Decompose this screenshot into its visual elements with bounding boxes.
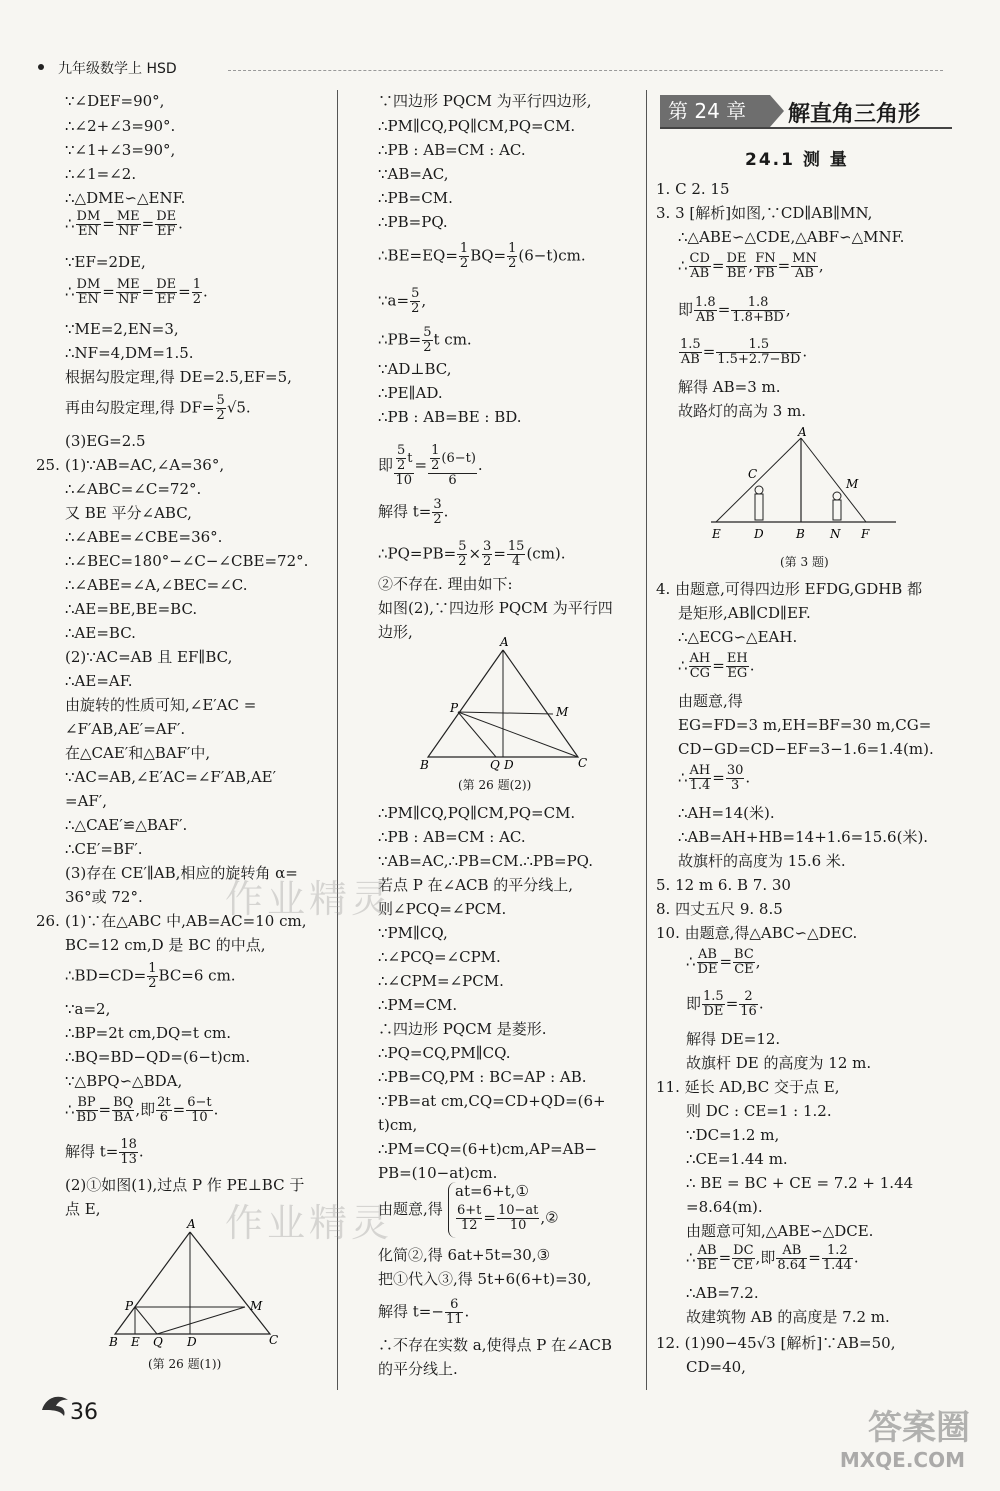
text-line: ∴PB=CQ,PM : BC=AP : AB. <box>378 1068 587 1086</box>
fraction-line: 即 $\frac{1.8}{AB}$ = $\frac{1.8}{1.8+BD}$ , <box>678 295 791 325</box>
svg-text:D: D <box>187 1335 197 1349</box>
text-line: ∵PB=at cm,CQ=CD+QD=(6+ <box>378 1092 606 1110</box>
text-line: ∵AC=AB,∠E′AC=∠F′AB,AE′ <box>65 768 277 786</box>
text-line: 36°或 72°. <box>65 888 143 906</box>
text-line: ∴∠CPM=∠PCM. <box>378 972 504 990</box>
text-line: ∴△CAE′≌△BAF′. <box>65 816 188 834</box>
text-line: 10. 由题意,得△ABC∽△DEC. <box>656 924 858 942</box>
text-line: ∵a=2, <box>65 1000 111 1018</box>
svg-text:Q: Q <box>153 1335 163 1349</box>
text-line: ∴△ECG∽△EAH. <box>678 628 798 646</box>
svg-text:N: N <box>830 527 841 541</box>
section-title: 24.1 测 量 <box>745 150 849 170</box>
text-line: ∴BQ=BD−QD=(6−t)cm. <box>65 1048 251 1066</box>
text-line: 1. C 2. 15 <box>656 180 730 198</box>
fraction-line: ∴ $\frac{AH}{1.4}$ = $\frac{30}{3}$ . <box>678 763 751 793</box>
text-line: ∴∠PCQ=∠CPM. <box>378 948 501 966</box>
banner-rule <box>660 127 952 129</box>
text-line: (3)EG=2.5 <box>65 432 146 450</box>
text-line: (3)存在 CE′∥AB,相应的旋转角 α= <box>65 864 298 882</box>
text-line: t)cm, <box>378 1116 418 1134</box>
page-number: 36 <box>70 1400 98 1425</box>
text-line: ∵△BPQ∽△BDA, <box>65 1072 183 1090</box>
text-line: 故建筑物 AB 的高度是 7.2 m. <box>686 1308 890 1326</box>
svg-text:D: D <box>754 527 764 541</box>
text-line: 根据勾股定理,得 DE=2.5,EF=5, <box>65 368 292 386</box>
text-line: ∵AB=AC, <box>378 165 449 183</box>
text-line: at=6+t,① <box>455 1182 529 1200</box>
fraction-line: ∴ $\frac{CD}{AB}$ = $\frac{DE}{BE}$ , $\frac{FN}{FB}$ = $\frac{MN}{AB}$ , <box>678 251 824 281</box>
text-line: 化简②,得 6at+5t=30,③ <box>378 1246 551 1264</box>
text-line: ∴不存在实数 a,使得点 P 在∠ACB <box>378 1336 613 1354</box>
svg-text:P: P <box>125 1299 134 1313</box>
text-line: PB=(10−at)cm. <box>378 1164 498 1182</box>
header-rule <box>228 70 943 71</box>
svg-text:C: C <box>269 1333 279 1347</box>
figure-caption: (第 26 题(1)) <box>148 1357 222 1371</box>
text-line: 故旗杆的高度为 15.6 米. <box>678 852 846 870</box>
text-line: ∴PB : AB=BE : BD. <box>378 408 522 426</box>
text-line: ∴AE=AF. <box>65 672 133 690</box>
text-line: 12. (1)90−45√3 [解析]∵AB=50, <box>656 1334 896 1352</box>
question-number: 25. <box>36 456 60 474</box>
figure-3 <box>706 425 906 550</box>
svg-text:C: C <box>748 467 758 481</box>
text-line: ∴∠ABE=∠A,∠BEC=∠C. <box>65 576 248 594</box>
text-line: (2)∵AC=AB 且 EF∥BC, <box>65 648 233 666</box>
svg-text:Q: Q <box>490 758 500 772</box>
svg-text:M: M <box>556 705 569 719</box>
text-line: (1)∵AB=AC,∠A=36°, <box>65 456 225 474</box>
text-line: ∴PB : AB=CM : AC. <box>378 828 526 846</box>
fraction-line: ∴ $\frac{AB}{DE}$ = $\frac{BC}{CE}$ , <box>686 947 761 977</box>
text-line: ∴∠ABC=∠C=72°. <box>65 480 202 498</box>
fraction-line: ∴ $\frac{BP}{BD}$ = $\frac{BQ}{BA}$ ,即 $\frac{2t}{6}$ = $\frac{6-t}{10}$ . <box>65 1095 219 1125</box>
text-line: ∵ME=2,EN=3, <box>65 320 179 338</box>
text-line: ∴PB=PQ. <box>378 213 448 231</box>
text-line: 点 E, <box>65 1200 101 1218</box>
svg-text:D: D <box>504 758 514 772</box>
svg-text:B: B <box>796 527 805 541</box>
text-line: ∵DC=1.2 m, <box>686 1126 780 1144</box>
chapter-banner <box>660 95 952 129</box>
svg-text:A: A <box>798 425 807 439</box>
text-line: ∴NF=4,DM=1.5. <box>65 344 194 362</box>
question-number: 26. <box>36 912 60 930</box>
text-line: ∴∠2+∠3=90°. <box>65 117 176 135</box>
fraction-line: ∴PQ=PB= $\frac{5}{2}$ × $\frac{3}{2}$ = $\frac{15}{4}$ (cm). <box>378 539 566 569</box>
text-line: CD=40, <box>686 1358 746 1376</box>
text-line: 由题意,得 <box>378 1200 443 1218</box>
fraction-line: ∴ $\frac{DM}{EN}$ = $\frac{ME}{NF}$ = $\frac{DE}{EF}$ . <box>65 209 183 239</box>
text-line: BC=12 cm,D 是 BC 的中点, <box>65 936 266 954</box>
figure-26-2 <box>418 635 618 772</box>
text-line: ∵PM∥CQ, <box>378 924 448 942</box>
fraction-line: 解得 t= $\frac{3}{2}$ . <box>378 497 449 527</box>
text-line: ∴∠BEC=180°−∠C−∠CBE=72°. <box>65 552 309 570</box>
fraction-line: 解得 t=− $\frac{6}{11}$ . <box>378 1297 470 1327</box>
text-line: ∠F′AB,AE′=AF′. <box>65 720 186 738</box>
fraction-line: 即 $\frac{5}{2}$ t 10 = $\frac{1}{2}$ (6−t) 6 . <box>378 443 483 488</box>
column-divider <box>646 90 647 1390</box>
text-line: 8. 四丈五尺 9. 8.5 <box>656 900 783 918</box>
text-line: ∴∠1=∠2. <box>65 165 137 183</box>
text-line: (2)①如图(1),过点 P 作 PE⊥BC 于 <box>65 1176 305 1194</box>
text-line: 如图(2),∵四边形 PQCM 为平行四 <box>378 599 613 617</box>
fraction-line: ∴BE=EQ= $\frac{1}{2}$ BQ= $\frac{1}{2}$ (6−t)cm. <box>378 241 586 271</box>
page-header <box>38 58 943 78</box>
text-line: ∴PB : AB=CM : AC. <box>378 141 526 159</box>
watermark-text: 作业精灵 <box>225 877 394 921</box>
chapter-label: 第 24 章 <box>660 95 770 127</box>
text-line: ∴ BE = BC + CE = 7.2 + 1.44 <box>686 1174 914 1192</box>
text-line: =8.64(m). <box>686 1198 763 1216</box>
text-line: ∴PM∥CQ,PQ∥CM,PQ=CM. <box>378 804 576 822</box>
text-line: ∴PM=CM. <box>378 996 458 1014</box>
svg-text:C: C <box>578 756 588 770</box>
watermark-url: MXQE.COM <box>839 1448 965 1472</box>
text-line: ∴△ABE∽△CDE,△ABF∽△MNF. <box>678 228 905 246</box>
text-line: ∴CE′=BF′. <box>65 840 143 858</box>
fraction-line: 即 $\frac{1.5}{DE}$ = $\frac{2}{16}$ . <box>686 989 764 1019</box>
fraction-line: ∴ $\frac{AH}{CG}$ = $\frac{EH}{EG}$ . <box>678 651 755 681</box>
fraction-line: ∵a= $\frac{5}{2}$ , <box>378 286 427 316</box>
text-line: ∴△DME∽△ENF. <box>65 189 186 207</box>
text-line: 把①代入③,得 5t+6(6+t)=30, <box>378 1270 592 1288</box>
text-line: ∵AB=AC,∴PB=CM.∴PB=PQ. <box>378 852 593 870</box>
text-line: 则 DC : CE=1 : 1.2. <box>686 1102 832 1120</box>
text-line: 解得 AB=3 m. <box>678 378 781 396</box>
svg-text:A: A <box>187 1217 196 1231</box>
text-line: ∴∠ABE=∠CBE=36°. <box>65 528 223 546</box>
watermark-text: 作业精灵 <box>225 1201 394 1245</box>
chapter-title: 解直角三角形 <box>788 102 921 127</box>
fraction-line: $\frac{1.5}{AB}$ = $\frac{1.5}{1.5+2.7-BD}$ . <box>680 337 808 367</box>
text-line: ∴AH=14(米). <box>678 804 775 822</box>
text-line: ∴PB=CM. <box>378 189 453 207</box>
text-line: ∵∠1+∠3=90°, <box>65 141 176 159</box>
text-line: 由旋转的性质可知,∠E′AC = <box>65 696 257 714</box>
text-line: 4. 由题意,可得四边形 EFDG,GDHB 都 <box>656 580 923 598</box>
text-line: ∴四边形 PQCM 是菱形. <box>378 1020 547 1038</box>
banner-arrow-icon <box>770 95 784 127</box>
text-line: ∵AD⊥BC, <box>378 360 452 378</box>
text-line: ∴AB=7.2. <box>686 1284 759 1302</box>
text-line: ∵∠DEF=90°, <box>65 92 165 110</box>
fraction-line: $\frac{6+t}{12}$ = $\frac{10-at}{10}$ ,② <box>457 1203 559 1233</box>
figure-caption: (第 26 题(2)) <box>458 778 532 792</box>
text-line: ∵EF=2DE, <box>65 253 146 271</box>
text-line: 边形, <box>378 623 413 641</box>
text-line: ∴PE∥AD. <box>378 384 443 402</box>
text-line: =AF′, <box>65 792 107 810</box>
text-line: (1)∵在△ABC 中,AB=AC=10 cm, <box>65 912 307 930</box>
svg-text:A: A <box>500 635 509 649</box>
fraction-line: 解得 t= $\frac{18}{13}$ . <box>65 1137 144 1167</box>
text-line: 5. 12 m 6. B 7. 30 <box>656 876 791 894</box>
fraction-line: ∴ $\frac{AB}{BE}$ = $\frac{DC}{CE}$ ,即 $\frac{AB}{8.64}$ = $\frac{1.2}{1.44}$ . <box>686 1243 859 1273</box>
svg-text:M: M <box>846 477 859 491</box>
svg-text:E: E <box>712 527 721 541</box>
text-line: 由题意可知,△ABE∽△DCE. <box>686 1222 874 1240</box>
svg-text:B: B <box>109 1335 118 1349</box>
text-line: ∴BP=2t cm,DQ=t cm. <box>65 1024 232 1042</box>
svg-text:B: B <box>420 758 429 772</box>
text-line: EG=FD=3 m,EH=BF=30 m,CG= <box>678 716 932 734</box>
text-line: 故旗杆 DE 的高度为 12 m. <box>686 1054 872 1072</box>
svg-text:E: E <box>131 1335 140 1349</box>
text-line: 3. 3 [解析]如图,∵CD∥AB∥MN, <box>656 204 873 222</box>
fraction-line: ∴PB= $\frac{5}{2}$ t cm. <box>378 325 472 355</box>
bullet-icon <box>38 64 44 70</box>
text-line: 解得 DE=12. <box>686 1030 781 1048</box>
text-line: 则∠PCQ=∠PCM. <box>378 900 507 918</box>
text-line: ∴PQ=CQ,PM∥CQ. <box>378 1044 511 1062</box>
text-line: 由题意,得 <box>678 692 743 710</box>
dolphin-logo-icon <box>38 1388 72 1422</box>
header-title: 九年级数学上 HSD <box>58 61 177 77</box>
text-line: ∴AB=AH+HB=14+1.6=15.6(米). <box>678 828 929 846</box>
text-line: ∴PM∥CQ,PQ∥CM,PQ=CM. <box>378 117 576 135</box>
svg-text:P: P <box>450 701 459 715</box>
text-line: ∴CE=1.44 m. <box>686 1150 788 1168</box>
fraction-line: ∴ $\frac{DM}{EN}$ = $\frac{ME}{NF}$ = $\frac{DE}{EF}$ = $\frac{1}{2}$ . <box>65 277 208 307</box>
watermark-logo: 答案圈 <box>868 1408 970 1448</box>
text-line: ∴AE=BC. <box>65 624 136 642</box>
text-line: 在△CAE′和△BAF′中, <box>65 744 211 762</box>
text-line: ②不存在. 理由如下: <box>378 575 513 593</box>
text-line: 若点 P 在∠ACB 的平分线上, <box>378 876 574 894</box>
fraction-line: ∴BD=CD= $\frac{1}{2}$ BC=6 cm. <box>65 961 236 991</box>
text-line: 11. 延长 AD,BC 交于点 E, <box>656 1078 840 1096</box>
figure-caption: (第 3 题) <box>780 555 829 569</box>
text-line: 是矩形,AB∥CD∥EF. <box>678 604 811 622</box>
text-line: ∴AE=BE,BE=BC. <box>65 600 198 618</box>
text-line: ∴PM=CQ=(6+t)cm,AP=AB− <box>378 1140 598 1158</box>
svg-text:M: M <box>250 1299 263 1313</box>
svg-text:F: F <box>861 527 870 541</box>
fraction-line: 再由勾股定理,得 DF= $\frac{5}{2}$ √5. <box>65 393 251 423</box>
text-line: ∵四边形 PQCM 为平行四边形, <box>378 92 592 110</box>
text-line: 又 BE 平分∠ABC, <box>65 504 192 522</box>
text-line: 故路灯的高为 3 m. <box>678 402 807 420</box>
text-line: 的平分线上. <box>378 1360 458 1378</box>
text-line: CD−GD=CD−EF=3−1.6=1.4(m). <box>678 740 934 758</box>
